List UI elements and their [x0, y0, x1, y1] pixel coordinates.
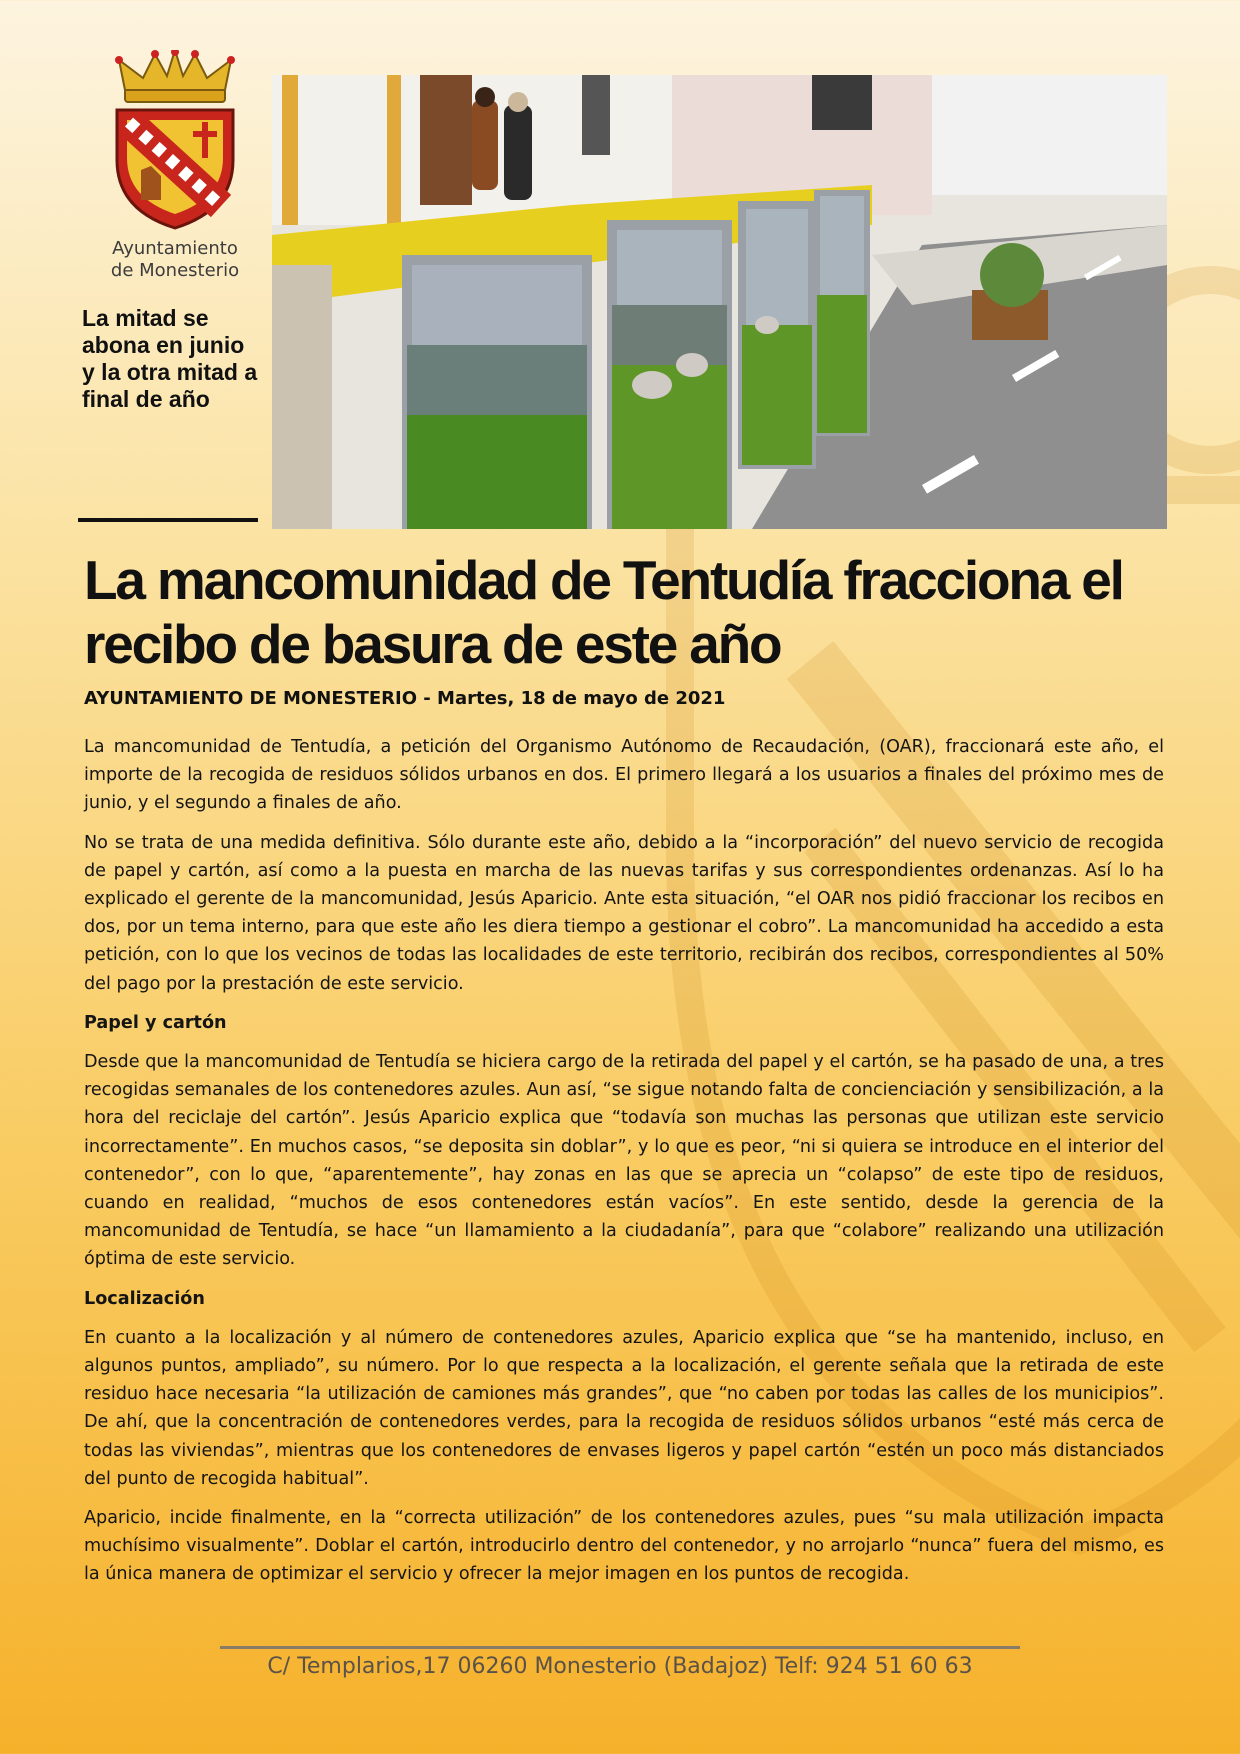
- section-heading-papel: Papel y cartón: [84, 1012, 227, 1033]
- paragraph-localizacion-2: Aparicio, incide finalmente, en la “correcta utilización” de los contenedores azules, pues “su mala utilización impacta muchísimo visualmente”. Doblar el cartón, introducirlo dentro del contenedor, y no arrojarlo “nunca” fuera del mismo, es la única manera de optimizar el servicio y ofrecer la mejor imagen en los puntos de recogida.: [84, 1508, 1164, 1585]
- footer-divider: [220, 1646, 1020, 1649]
- headline: La mancomunidad de Tentudía fracciona el recibo de basura de este año: [84, 549, 1123, 675]
- coat-of-arms-icon: [105, 50, 245, 230]
- sidebar-note: La mitad se abona en junio y la otra mitad a final de año: [82, 305, 258, 412]
- paragraph-intro: La mancomunidad de Tentudía, a petición del Organismo Autónomo de Recaudación, (OAR), fraccionará este año, el importe de la recogida de residuos sólidos urbanos en dos. El primero llegará a los usuarios a finales del próximo mes de junio, y el segundo a finales de año.: [84, 737, 1164, 814]
- footer-address: C/ Templarios,17 06260 Monesterio (Badajoz) Telf: 924 51 60 63: [267, 1654, 973, 1679]
- logo-text-monesterio: de Monesterio: [110, 260, 240, 281]
- article-photo: [272, 75, 1167, 529]
- article-body: [84, 733, 1164, 1600]
- logo-text-ayuntamiento: Ayuntamiento: [112, 238, 238, 259]
- municipal-logo: [95, 50, 255, 290]
- sidebar-divider: [78, 518, 258, 522]
- paragraph-context: No se trata de una medida definitiva. Sólo durante este año, debido a la “incorporación” del nuevo servicio de recogida de papel y cartón, así como a la puesta en marcha de las nuevas tarifas y sus correspondientes ordenanzas. Así lo ha explicado el gerente de la mancomunidad, Jesús Aparicio. Ante esta situación, “el OAR nos pidió fraccionar los recibos en dos, por un tema interno, para que este año les diera tiempo a gestionar el cobro”. La mancomunidad ha accedido a esta petición, con lo que los vecinos de todas las localidades de este territorio, recibirán dos recibos, correspondientes al 50% del pago por la prestación de este servicio.: [84, 832, 1164, 994]
- section-heading-localizacion: Localización: [84, 1288, 205, 1309]
- paragraph-localizacion-1: En cuanto a la localización y al número de contenedores azules, Aparicio explica que “se ha mantenido, incluso, en algunos puntos, ampliado”, su número. Por lo que respecta a la localización, el gerente señala que la retirada de este residuo hace necesaria “la utilización de camiones más grandes”, que “no caben por todas las calles de los municipios”. De ahí, que la concentración de contenedores verdes, para la recogida de residuos sólidos urbanos “esté más cerca de todas las viviendas”, mientras que los contenedores de envases ligeros y papel cartón “estén un poco más distanciados del punto de recogida habitual”.: [84, 1327, 1164, 1489]
- byline: AYUNTAMIENTO DE MONESTERIO - Martes, 18 de mayo de 2021: [84, 688, 726, 709]
- paragraph-papel: Desde que la mancomunidad de Tentudía se hiciera cargo de la retirada del papel y el cartón, se ha pasado de una, a tres recogidas semanales de los contenedores azules. Aun así, “se sigue notando falta de concienciación y sensibilización, a la hora del reciclaje del cartón”. Jesús Aparicio explica que “todavía son muchas las personas que utilizan este servicio incorrectamente”. En muchos casos, “se deposita sin doblar”, y lo que es peor, “ni si quiera se introduce en el interior del contenedor”, con lo que, “aparentemente”, hay zonas en las que se aprecia un “colapso” de este tipo de residuos, cuando en realidad, “muchos de esos contenedores están vacíos”. En este sentido, desde la gerencia de la mancomunidad de Tentudía, se hace “un llamamiento a la ciudadanía”, para que “colabore” realizando una utilización óptima de este servicio.: [84, 1052, 1164, 1270]
